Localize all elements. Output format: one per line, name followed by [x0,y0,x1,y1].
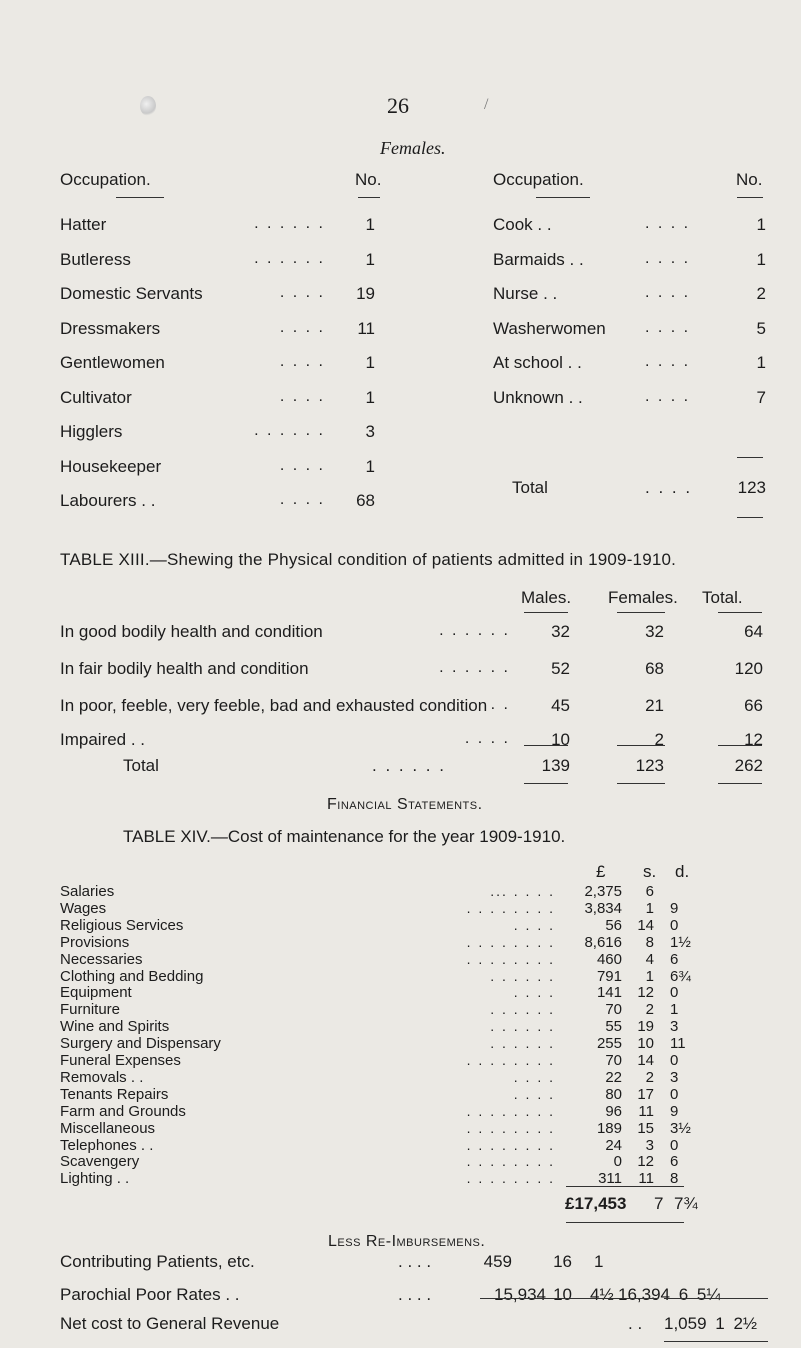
table14-row-dots: . . . . . . . . [466,1052,555,1068]
left-occupation-name: Gentlewomen [60,353,165,372]
page-number: 26 [387,93,409,118]
table14-row-shillings: 8 [645,933,654,951]
table13-females-header-rule [617,612,665,613]
table14-row-dots: . . . . . . . . [466,899,555,916]
right-occupation-count: 1 [756,353,766,372]
females-total-value: 123 [737,478,766,497]
table14-row-label: Clothing and Bedding [60,967,204,985]
table14-row-dots: . . . . [513,916,555,933]
right-occupation-header-rule [536,197,590,198]
reimbursement-pounds: 15,934 [494,1285,546,1304]
table14-row-pence: 6 [670,950,679,968]
table14-row-dots: ... . . . . [490,883,555,899]
left-occupation-count: 68 [356,491,375,510]
left-occupation-name: Butleress [60,249,131,269]
right-occupation-name: Unknown . . [493,387,583,407]
table14-row-pence: 6 [670,1153,679,1171]
table14-row-dots: . . . . . . . . [466,1119,555,1136]
table14-row-shillings: 6 [645,883,654,900]
table14-row-pounds: 80 [605,1085,622,1103]
right-occupation-dots: . . . . [645,284,691,301]
table14-row-label: Funeral Expenses [60,1052,181,1069]
table14-row-dots: . . . . . . . . [466,950,555,967]
table14-row-pounds: 255 [596,1035,622,1053]
reimbursements-heading: Less Re-Imbursemens. [328,1233,486,1250]
table14-row-pence: 0 [670,984,679,1002]
left-occupation-dots: . . . . [279,491,325,508]
table14-row-pence: 9 [670,1102,679,1120]
right-occupation-name: Barmaids . . [493,249,584,269]
reimbursement-pence: 4½ [590,1285,614,1304]
table14-row-shillings: 1 [645,899,654,917]
table14-row-pence: 9 [670,899,679,917]
table13-row-females: 21 [645,696,664,715]
left-occupation-count: 11 [357,318,375,338]
table14-row-label: Equipment [60,984,132,1002]
table14-row-shillings: 4 [645,950,654,968]
reimbursement-dots: . . . . [398,1285,432,1304]
table13-row-total: 12 [744,730,763,749]
net-cost-label: Net cost to General Revenue [60,1314,280,1333]
reimbursement-subtotal: 16,394 6 5¼ [618,1285,721,1304]
table14-row-shillings: 12 [637,984,654,1002]
females-title: Females. [380,138,446,158]
table14-row-label: Wages [60,899,107,917]
table13-row-label: In good bodily health and condition [60,622,323,641]
left-occupation-dots: . . . . . . [254,422,325,439]
table14-row-label: Religious Services [60,916,184,934]
table13-end-rule-total [718,783,762,784]
table14-row-label: Farm and Grounds [60,1102,186,1120]
right-occupation-count: 7 [756,387,766,407]
table13-row-label: In fair bodily health and condition [60,659,309,678]
right-occupation-name: At school . . [493,353,582,372]
table14-row-pounds: 460 [596,950,622,968]
table14-row-pence: 1 [670,1001,679,1019]
table14-row-label: Wine and Spirits [60,1018,170,1036]
table14-row-dots: . . . . [513,1068,555,1085]
table13-row-females: 2 [654,730,664,749]
left-occupation-header: Occupation. [60,170,151,189]
table14-title: TABLE XIV.—Cost of maintenance for the year 1909-1910. [123,827,566,846]
table13-row-females: 32 [645,622,664,641]
table14-row-pounds: 8,616 [584,933,622,951]
reimbursements-sum-rule-left [480,1298,658,1299]
stray-mark: / [484,96,489,113]
right-occupation-dots: . . . . [645,387,691,405]
table13-row-total: 66 [744,696,763,715]
table13-row-males: 32 [551,622,570,641]
table13-row-label: Impaired . . [60,730,146,749]
table14-row-shillings: 10 [637,1035,654,1053]
table14-total-pence: 7¾ [674,1194,698,1213]
table14-row-label: Necessaries [60,950,143,968]
left-occupation-count: 1 [365,215,375,234]
right-occupation-dots: . . . . [645,215,691,232]
table14-sum-rule [566,1186,684,1187]
left-occupation-count: 19 [356,284,375,303]
right-occupation-count: 2 [756,284,766,303]
table14-end-rule [566,1222,684,1223]
table14-row-pounds: 70 [605,1052,622,1069]
table14-row-pence: 8 [670,1170,679,1188]
table13-header-females: Females. [608,588,678,607]
right-occupation-count: 5 [756,318,766,338]
table13-total-males: 139 [541,756,570,775]
table14-row-dots: . . . . . . [490,967,555,984]
table13-row-males: 45 [551,696,570,715]
right-occupation-dots: . . . . [645,353,691,370]
table13-total-label: Total [123,756,159,775]
table14-row-pence: 0 [670,1052,679,1069]
table14-total-shillings: 7 [654,1194,664,1213]
reimbursement-shillings: 16 [553,1252,572,1271]
table14-row-shillings: 12 [637,1153,654,1171]
table14-row-label: Provisions [60,933,130,951]
table14-row-pence: 1½ [670,933,691,951]
table14-row-label: Removals . . [60,1068,144,1086]
table13-sum-rule-females [617,745,665,746]
table14-row-dots: . . . . . . . . [466,1102,555,1119]
left-occupation-name: Housekeeper [60,456,162,476]
table14-row-pence: 0 [670,1085,679,1103]
table14-row-shillings: 1 [645,967,654,985]
table13-total-total: 262 [734,756,763,775]
females-total-dots: . . . . [645,478,693,497]
left-occupation-dots: . . . . . . [254,249,325,267]
reimbursement-pounds: 459 [483,1252,512,1271]
table14-row-label: Surgery and Dispensary [60,1035,221,1053]
table14-row-dots: . . . . . . . . [466,1136,555,1153]
left-occupation-name: Cultivator [60,387,132,407]
left-occupation-count: 1 [365,249,375,269]
table14-row-pounds: 0 [613,1153,622,1171]
table13-total-header-rule [718,612,762,613]
table14-row-shillings: 2 [645,1068,654,1086]
table14-row-shillings: 17 [637,1085,654,1103]
left-occupation-header-rule [116,197,164,198]
table14-row-pounds: 55 [605,1018,622,1036]
table13-row-males: 10 [551,730,570,749]
table14-row-dots: . . . . . . [490,1035,555,1052]
net-cost-dots: . . [628,1314,643,1333]
table14-row-pounds: 2,375 [584,883,622,900]
left-occupation-name: Domestic Servants [60,284,203,303]
table14-row-pence: 3½ [670,1119,691,1137]
table13-sum-rule-total [718,745,762,746]
left-occupation-count: 1 [365,353,375,372]
table14-row-pence: 3 [670,1068,679,1086]
left-occupation-name: Labourers . . [60,491,156,510]
table14-row-pence: 11 [670,1035,686,1053]
right-occupation-dots: . . . . [645,249,691,267]
right-occupation-name: Nurse . . [493,284,558,303]
reimbursement-label: Parochial Poor Rates . . [60,1285,240,1304]
table13-end-rule-females [617,783,665,784]
right-total-rule-bottom [737,517,763,518]
left-no-header: No. [355,170,382,189]
reimbursement-pence: 1 [594,1252,604,1271]
table13-row-dots: . . . . . . [439,659,510,676]
table14-row-pounds: 96 [605,1102,622,1120]
table14-header-shillings: s. [643,862,657,881]
table14-row-pounds: 56 [605,916,622,934]
left-occupation-name: Hatter [60,215,107,234]
left-occupation-count: 1 [365,456,375,476]
table14-row-pounds: 141 [596,984,622,1002]
paper-blemish [140,96,156,116]
table14-row-pence: 3 [670,1018,679,1036]
table13-row-label: In poor, feeble, very feeble, bad and exhausted condition [60,696,488,715]
table14-header-pence: d. [675,862,690,881]
left-occupation-name: Dressmakers [60,318,161,338]
table14-row-pounds: 791 [596,967,622,985]
females-total-label: Total [512,478,548,497]
table14-row-shillings: 14 [637,916,654,934]
left-occupation-count: 3 [365,422,375,441]
table14-row-pounds: 189 [596,1119,622,1137]
table14-row-shillings: 11 [638,1170,654,1188]
right-no-header-rule [737,197,763,198]
table13-header-total: Total. [702,588,743,607]
table14-row-shillings: 14 [637,1052,654,1069]
table13-males-header-rule [524,612,568,613]
table13-total-dots: . . . . . . [372,756,446,775]
left-occupation-dots: . . . . [279,318,325,336]
table14-row-label: Telephones . . [60,1136,154,1154]
left-occupation-dots: . . . . [279,353,325,370]
table13-row-dots: . . . . . . [439,622,510,639]
table13-row-males: 52 [551,659,570,678]
left-occupation-dots: . . . . [279,456,325,474]
table13-sum-rule-males [524,745,568,746]
net-cost-rule [664,1341,768,1342]
table14-row-pounds: 311 [598,1170,622,1188]
table13-title: TABLE XIII.—Shewing the Physical condition of patients admitted in 1909-1910. [60,550,677,569]
table13-row-total: 64 [744,622,763,641]
left-no-header-rule [358,197,380,198]
reimbursements-sum-rule-right [664,1298,768,1299]
table14-header-pounds: £ [596,862,606,881]
table14-row-shillings: 19 [637,1018,654,1036]
right-occupation-name: Washerwomen [493,318,606,338]
table14-row-pounds: 70 [605,1001,622,1019]
reimbursement-shillings: 10 [553,1285,572,1304]
table14-row-pounds: 22 [605,1068,622,1086]
left-occupation-dots: . . . . . . [254,215,325,232]
table14-row-dots: . . . . [513,984,555,1001]
net-cost-value: 1,059 1 2½ [664,1314,758,1333]
table14-row-dots: . . . . . . . . [466,1153,555,1170]
table14-row-label: Scavengery [60,1153,140,1171]
table13-row-dots: . . [490,696,510,713]
left-occupation-count: 1 [365,387,375,407]
table14-row-shillings: 15 [637,1119,654,1137]
right-occupation-count: 1 [756,249,766,269]
table14-row-dots: . . . . [513,1085,555,1102]
table14-row-dots: . . . . . . [490,1018,555,1035]
table14-row-pounds: 3,834 [584,899,622,917]
table14-row-pence: 6¾ [670,967,691,985]
left-occupation-name: Higglers [60,422,123,441]
table14-row-shillings: 11 [638,1102,654,1120]
table14-row-label: Miscellaneous [60,1119,156,1137]
table13-total-females: 123 [635,756,664,775]
table13-row-females: 68 [645,659,664,678]
table14-row-pence: 0 [670,1136,679,1154]
reimbursement-dots: . . . . [398,1252,432,1271]
right-occupation-dots: . . . . [645,318,691,336]
table13-row-total: 120 [734,659,763,678]
table14-row-dots: . . . . . . . . [466,933,555,950]
financial-heading: Financial Statements. [327,796,483,813]
table13-end-rule-males [524,783,568,784]
table13-row-dots: . . . . [464,730,510,747]
table14-row-shillings: 2 [645,1001,654,1019]
right-no-header: No. [736,170,763,189]
table13-header-males: Males. [521,588,572,607]
reimbursement-label: Contributing Patients, etc. [60,1252,255,1271]
table14-row-dots: . . . . . . . . [466,1170,555,1187]
right-occupation-count: 1 [756,215,766,234]
right-occupation-name: Cook . . [493,215,552,234]
table14-row-pounds: 24 [605,1136,622,1154]
table14-row-shillings: 3 [645,1136,654,1154]
table14-row-label: Furniture [60,1001,121,1019]
table14-row-label: Salaries [60,883,115,900]
table14-row-label: Lighting . . [60,1170,130,1188]
right-occupation-header: Occupation. [493,170,584,189]
table14-total-pounds: £17,453 [565,1194,627,1213]
table14-row-label: Tenants Repairs [60,1085,169,1103]
left-occupation-dots: . . . . [279,387,325,405]
left-occupation-dots: . . . . [279,284,325,301]
right-total-rule-top [737,457,763,458]
table14-row-dots: . . . . . . [490,1001,555,1018]
table14-row-pence: 0 [670,916,679,934]
